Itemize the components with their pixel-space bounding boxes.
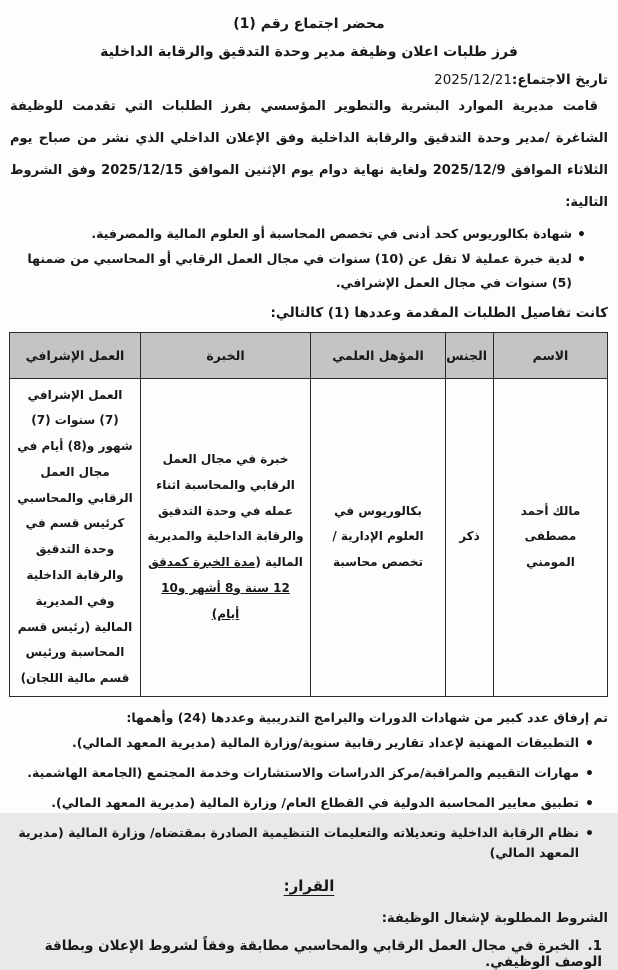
experience-text: خبرة في مجال العمل الرقابي والمحاسبة اثناء عمله في وحدة التدقيق والرقابة الداخلية والمديرية المالية ( bbox=[147, 451, 304, 570]
cell-supervisory-work: العمل الإشرافي (7) سنوات (7) شهور و(8) أيام في مجال العمل الرقابي والمحاسبي كرئيس قسم في وحدة التدقيق والرقابة الداخلية وفي المديرية المالية (رئيس قسم المحاسبة ورئيس قسم مالية اللجان) bbox=[10, 378, 141, 697]
attachment-item: • مهارات التقييم والمراقبة/مركز الدراسات والاستشارات وخدمة المجتمع (الجامعة الهاشمية. bbox=[10, 763, 594, 783]
condition-item: • شهادة بكالوريوس كحد أدنى في تخصص المحاسبة أو العلوم المالية والمصرفية. bbox=[10, 222, 586, 246]
document-title: محضر اجتماع رقم (1) bbox=[233, 16, 385, 32]
attachment-item: • التطبيقات المهنية لإعداد تقارير رقابية سنوية/وزارة المالية (مديرية المعهد المالي). bbox=[10, 733, 594, 753]
col-header-name: الاسم bbox=[494, 332, 608, 378]
meeting-date-value: 2025/12/21 bbox=[434, 72, 512, 88]
col-header-experience: الخبرة bbox=[141, 332, 311, 378]
job-conditions-list bbox=[10, 222, 608, 295]
attachment-item: • تطبيق معايير المحاسبة الدولية في القطاع العام/ وزارة المالية (مديرية المعهد المالي). bbox=[10, 793, 594, 813]
cell-applicant-name: مالك أحمد مصطفى المومني bbox=[494, 378, 608, 697]
decision-item-text: الخبرة في مجال العمل الرقابي والمحاسبي مطابقة وفقاً لشروط الإعلان وبطاقة الوصف الوظيفي. bbox=[44, 938, 602, 970]
requirements-label: الشروط المطلوبة لإشغال الوظيفة: bbox=[381, 911, 608, 927]
cell-gender: ذكر bbox=[446, 378, 494, 697]
applications-table bbox=[9, 332, 608, 698]
table-row bbox=[10, 378, 608, 697]
decision-item-1 bbox=[10, 938, 608, 970]
attachments-list bbox=[10, 733, 608, 863]
meeting-date-label: تاريخ الاجتماع: bbox=[511, 72, 608, 88]
experience-duration-underlined: مدة الخبرة كمدقق 12 سنة و8 أشهر و10 أيام) bbox=[148, 555, 290, 621]
col-header-supervisory: العمل الإشرافي bbox=[10, 332, 141, 378]
col-header-qualification: المؤهل العلمي bbox=[311, 332, 446, 378]
document-subtitle: فرز طلبات اعلان وظيفة مدير وحدة التدقيق والرقابة الداخلية bbox=[100, 44, 518, 60]
decision-item-number: 1. bbox=[587, 938, 602, 955]
attachments-intro: تم إرفاق عدد كبير من شهادات الدورات والبرامج التدريبية وعددها (24) وأهمها: bbox=[126, 710, 608, 726]
decision-heading: القرار: bbox=[283, 877, 335, 896]
attachment-item: • نظام الرقابة الداخلية وتعديلاته والتعليمات التنظيمية الصادرة بمقتضاه/ وزارة المالية (مديرية المعهد المالي) bbox=[10, 823, 594, 863]
table-intro-text: كانت تفاصيل الطلبات المقدمة وعددها (1) كالتالي: bbox=[270, 304, 608, 321]
intro-paragraph: قامت مديرية الموارد البشرية والتطوير المؤسسي بفرز الطلبات التي تقدمت للوظيفة الشاغرة /مدير وحدة التدقيق والرقابة الداخلية وفق الإعلان الداخلي الذي نشر من صباح يوم الثلاثاء الموافق 2025/12/9 ولغاية نهاية دوام يوم الإثنين الموافق 2025/12/15 وفق الشروط التالية: bbox=[10, 99, 608, 210]
cell-experience bbox=[141, 378, 311, 697]
meeting-date-line bbox=[10, 72, 608, 88]
condition-item: • لدية خبرة عملية لا تقل عن (10) سنوات في مجال العمل الرقابي أو المحاسبي من ضمنها (5) سنوات في مجال العمل الإشرافي. bbox=[10, 247, 586, 296]
cell-qualification: بكالوريوس في العلوم الإدارية /تخصص محاسبة bbox=[311, 378, 446, 697]
table-header-row bbox=[10, 332, 608, 378]
col-header-gender: الجنس bbox=[446, 332, 494, 378]
